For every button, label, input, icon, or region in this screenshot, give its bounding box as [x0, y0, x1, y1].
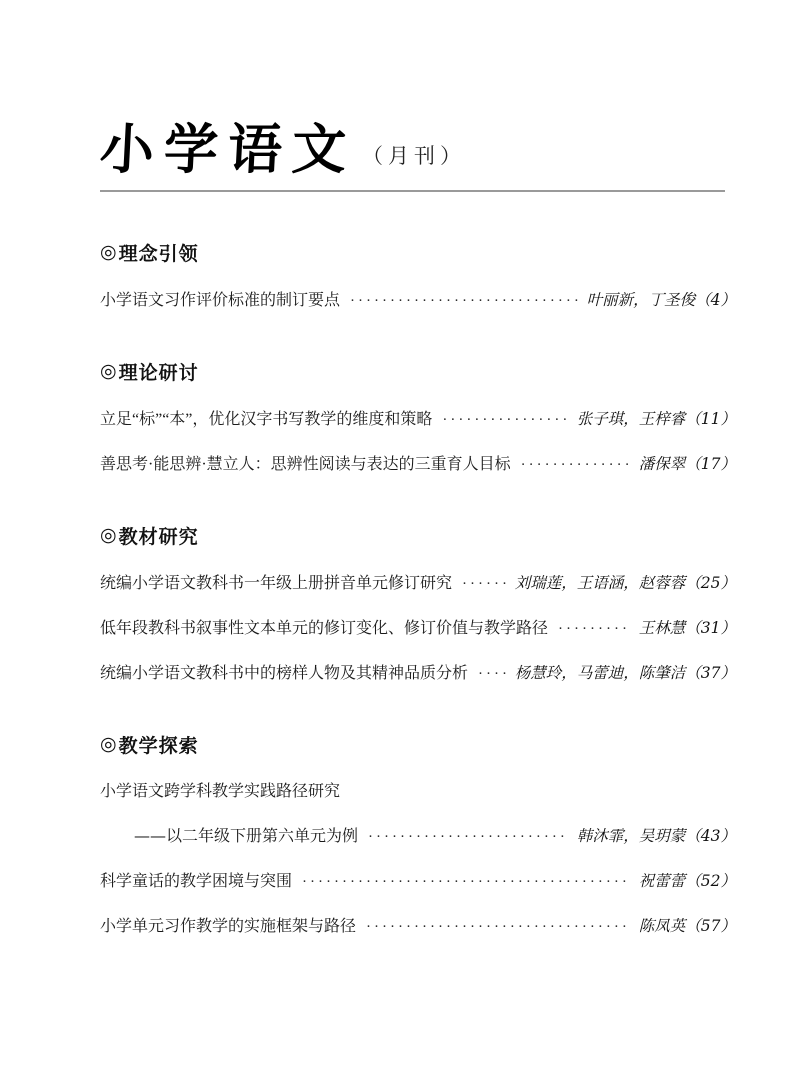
- article-page: （17）: [685, 455, 736, 473]
- dot-leader: [521, 455, 631, 475]
- article-title: 善思考·能思辨·慧立人：思辨性阅读与表达的三重育人目标: [100, 456, 511, 473]
- article-page: （37）: [685, 664, 736, 682]
- article-title: 统编小学语文教科书中的榜样人物及其精神品质分析: [100, 665, 469, 682]
- dot-leader: [442, 410, 568, 430]
- toc-entry: [100, 290, 736, 311]
- section-heading-label: 教材研究: [118, 527, 199, 548]
- section-heading-label: 理念引领: [118, 244, 199, 265]
- section-heading: [100, 731, 736, 758]
- toc-entry: [100, 916, 736, 937]
- article-title: 立足“标”“本”，优化汉字书写教学的维度和策略: [100, 411, 433, 428]
- article-page: （11）: [685, 410, 736, 428]
- section-heading-label: 教学探索: [118, 736, 199, 757]
- section-lilun-yantao: [100, 358, 736, 475]
- journal-subtitle: （月刊）: [362, 144, 466, 168]
- article-page: （25）: [685, 574, 736, 592]
- bullseye-bullet-icon: ◎: [100, 734, 118, 755]
- section-heading: [100, 522, 736, 549]
- section-heading-label: 理论研讨: [118, 363, 199, 384]
- toc-entry-subtitle-line: [100, 826, 736, 847]
- article-title: 科学童话的教学困境与突围: [100, 873, 293, 890]
- title-rule: [100, 190, 725, 192]
- dot-leader: [302, 872, 631, 892]
- section-linian-yinling: [100, 239, 736, 311]
- article-page: （31）: [685, 619, 736, 637]
- article-subtitle: ——以二年级下册第六单元为例: [134, 826, 359, 845]
- article-page: （4）: [695, 291, 736, 309]
- section-jiaoxue-tansuo: [100, 731, 736, 937]
- article-page: （52）: [685, 872, 736, 890]
- dot-leader: [350, 291, 579, 311]
- section-jiaocai-yanjiu: [100, 522, 736, 684]
- article-title: 低年段教科书叙事性文本单元的修订变化、修订价值与教学路径: [100, 620, 549, 637]
- dot-leader: [478, 664, 507, 684]
- article-authors: 潘保翠: [638, 455, 686, 473]
- article-authors: 祝蕾蕾: [638, 872, 686, 890]
- dot-leader: [366, 917, 631, 937]
- article-page: （43）: [685, 827, 736, 845]
- bullseye-bullet-icon: ◎: [100, 361, 118, 382]
- toc-entry: [100, 871, 736, 892]
- toc-entry: [100, 618, 736, 639]
- dot-leader: [558, 619, 631, 639]
- bullseye-bullet-icon: ◎: [100, 525, 118, 546]
- toc-content: [100, 0, 736, 937]
- article-authors: 韩沐霏，吴玥蒙: [576, 827, 686, 845]
- article-title: 小学语文习作评价标准的制订要点: [100, 292, 341, 309]
- toc-entry: [100, 454, 736, 475]
- toc-entry: [100, 573, 736, 594]
- dot-leader: [462, 574, 507, 594]
- section-heading: [100, 239, 736, 266]
- dot-leader: [368, 827, 569, 847]
- masthead: [98, 0, 736, 181]
- article-authors: 刘瑞莲，王语涵，赵蓉蓉: [514, 574, 686, 592]
- section-heading: [100, 358, 736, 385]
- article-authors: 王林慧: [638, 619, 686, 637]
- article-title: 统编小学语文教科书一年级上册拼音单元修订研究: [100, 575, 453, 592]
- toc-entry-title-line: [100, 782, 736, 802]
- article-title: 小学语文跨学科教学实践路径研究: [100, 783, 341, 800]
- article-authors: 叶丽新，丁圣俊: [586, 291, 696, 309]
- article-authors: 杨慧玲，马蕾迪，陈肇洁: [514, 664, 686, 682]
- bullseye-bullet-icon: ◎: [100, 242, 118, 263]
- article-authors: 陈凤英: [638, 917, 686, 935]
- toc-entry: [100, 409, 736, 430]
- article-page: （57）: [685, 917, 736, 935]
- toc-entry: [100, 663, 736, 684]
- article-authors: 张子琪，王梓睿: [576, 410, 686, 428]
- journal-title: 小学语文: [98, 117, 358, 181]
- article-title: 小学单元习作教学的实施框架与路径: [100, 918, 357, 935]
